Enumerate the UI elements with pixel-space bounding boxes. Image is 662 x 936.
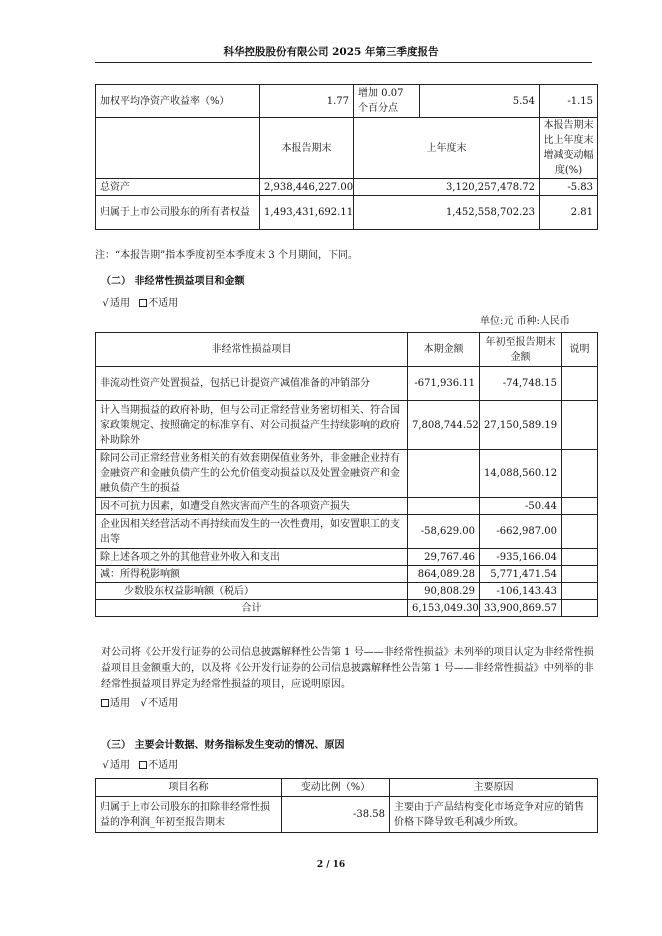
cell-value: 5,771,471.54: [480, 566, 562, 583]
table-total-row: [96, 600, 598, 617]
cell-value: 864,089.28: [408, 566, 480, 583]
option-not-applicable: 不适用: [148, 760, 179, 771]
roe-label: 加权平均净资产收益率（%）: [96, 85, 260, 118]
table-row: [96, 401, 598, 450]
col-prev-year-end: 上年度末: [354, 118, 540, 179]
col-reason: 主要原因: [390, 779, 598, 797]
row-label: 归属于上市公司股东的所有者权益: [96, 196, 260, 230]
cell-value: -5.83: [540, 179, 598, 196]
option-applicable: 适用: [110, 298, 130, 309]
change-reasons-table: [95, 778, 598, 833]
cell-value: 1,452,558,702.23: [354, 196, 540, 230]
check-mark: √: [102, 760, 109, 771]
option-applicable: 适用: [110, 698, 130, 709]
cell-value: 14,088,560.12: [480, 450, 562, 498]
col-change-pct: 本报告期末比上年度末增减变动幅度(%): [540, 118, 598, 179]
table-row: [96, 797, 598, 833]
row-item-total: 合计: [96, 600, 408, 617]
header-divider: [95, 62, 592, 63]
page-header-title: 科华控股股份有限公司 2025 年第三季度报告: [223, 46, 439, 58]
check-mark: √: [102, 298, 109, 309]
cell-value: -74,748.15: [480, 367, 562, 401]
cell-reason: 主要由于产品结构变化市场竞争对应的销售价格下降导致毛利减少所致。: [390, 797, 598, 833]
applicability-options: [101, 296, 178, 311]
roe-current: 1.77: [260, 85, 354, 118]
key-indicators-table: [95, 84, 598, 230]
note-text: 注：“本报告期”指本季度初至本季度末 3 个月期间，下同。: [95, 250, 358, 261]
col-period-end: 本报告期末: [260, 118, 354, 179]
check-mark: √: [140, 698, 147, 709]
row-item: 除同公司正常经营业务相关的有效套期保值业务外，非金融企业持有金融资产和金融负债产生的公允价值变动损益以及处置金融资产和金融负债产生的损益: [96, 450, 408, 498]
col-ratio: 变动比例（%）: [282, 779, 390, 797]
cell-value: 7,808,744.52: [408, 401, 480, 450]
roe-ytd-change: -1.15: [540, 85, 598, 118]
option-applicable: 适用: [110, 760, 130, 771]
cell-value: -50.44: [480, 498, 562, 515]
table-row: [96, 583, 598, 600]
cell-value: 1,493,431,692.11: [260, 196, 354, 230]
explanation-paragraph: 对公司将《公开发行证券的公司信息披露解释性公告第 1 号——非经常性损益》未列举的项目认定为非经常性损益项目且金额重大的，以及将《公开发行证券的公司信息披露解释性公告第 1 号——非经常性损益》中列举的非经常性损益项目界定为经常性损益的项目，应说明原因。: [101, 647, 594, 690]
table-row: [96, 179, 598, 196]
applicability-options-2: [101, 696, 178, 711]
table-header-row: [96, 779, 598, 797]
row-item: 减：所得税影响额: [96, 566, 408, 583]
cell-value: 90,808.29: [408, 583, 480, 600]
page-number: 2 / 16: [316, 860, 346, 870]
cell-value: -662,987.00: [480, 515, 562, 549]
cell-value: 33,900,869.57: [480, 600, 562, 617]
table-row: [96, 85, 598, 118]
section-3-title: （三） 主要会计数据、财务指标发生变动的情况、原因: [101, 740, 345, 751]
cell-value: -671,936.11: [408, 367, 480, 401]
non-recurring-table: [95, 332, 598, 617]
row-item: 归属于上市公司股东的扣除非经常性损益的净利润_年初至报告期末: [96, 797, 282, 833]
table-row: [96, 515, 598, 549]
cell-value: 6,153,049.30: [408, 600, 480, 617]
col-item: 非经常性损益项目: [96, 333, 408, 367]
col-ytd: 年初至报告期末金额: [480, 333, 562, 367]
row-item: 少数股东权益影响额（税后）: [96, 583, 408, 600]
row-item: 计入当期损益的政府补助，但与公司正常经营业务密切相关、符合国家政策规定、按照确定的标准享有、对公司损益产生持续影响的政府补助除外: [96, 401, 408, 450]
roe-change: 增加 0.07 个百分点: [354, 85, 420, 118]
table-header-row: [96, 333, 598, 367]
unit-text: 单位:元 币种:人民币: [480, 316, 570, 327]
checkbox-icon: [139, 761, 147, 769]
cell-value: [408, 450, 480, 498]
table-row: [96, 549, 598, 566]
col-note: 说明: [562, 333, 598, 367]
checkbox-icon: [139, 299, 147, 307]
row-item: 非流动性资产处置损益，包括已计提资产减值准备的冲销部分: [96, 367, 408, 401]
row-item: 除上述各项之外的其他营业外收入和支出: [96, 549, 408, 566]
cell-value: -935,166.04: [480, 549, 562, 566]
table-row: [96, 196, 598, 230]
row-label: 总资产: [96, 179, 260, 196]
cell-value: [408, 498, 480, 515]
col-item: 项目名称: [96, 779, 282, 797]
cell-value: -38.58: [282, 797, 390, 833]
table-header-row: [96, 118, 598, 179]
applicability-options-3: [101, 758, 178, 773]
cell-value: 29,767.46: [408, 549, 480, 566]
table-row: [96, 450, 598, 498]
cell-value: -106,143.43: [480, 583, 562, 600]
cell-value: 27,150,589.19: [480, 401, 562, 450]
checkbox-icon: [101, 699, 109, 707]
option-not-applicable: 不适用: [148, 698, 179, 709]
col-current: 本期金额: [408, 333, 480, 367]
cell-value: 3,120,257,478.72: [354, 179, 540, 196]
option-not-applicable: 不适用: [148, 298, 179, 309]
table-row: [96, 566, 598, 583]
cell-value: 2,938,446,227.00: [260, 179, 354, 196]
cell-value: 2.81: [540, 196, 598, 230]
roe-ytd: 5.54: [420, 85, 540, 118]
section-2-title: （二） 非经常性损益项目和金额: [101, 276, 245, 287]
table-row: [96, 367, 598, 401]
table-row: [96, 498, 598, 515]
row-item: 因不可抗力因素，如遭受自然灾害而产生的各项资产损失: [96, 498, 408, 515]
cell-value: -58,629.00: [408, 515, 480, 549]
row-item: 企业因相关经营活动不再持续而发生的一次性费用，如安置职工的支出等: [96, 515, 408, 549]
